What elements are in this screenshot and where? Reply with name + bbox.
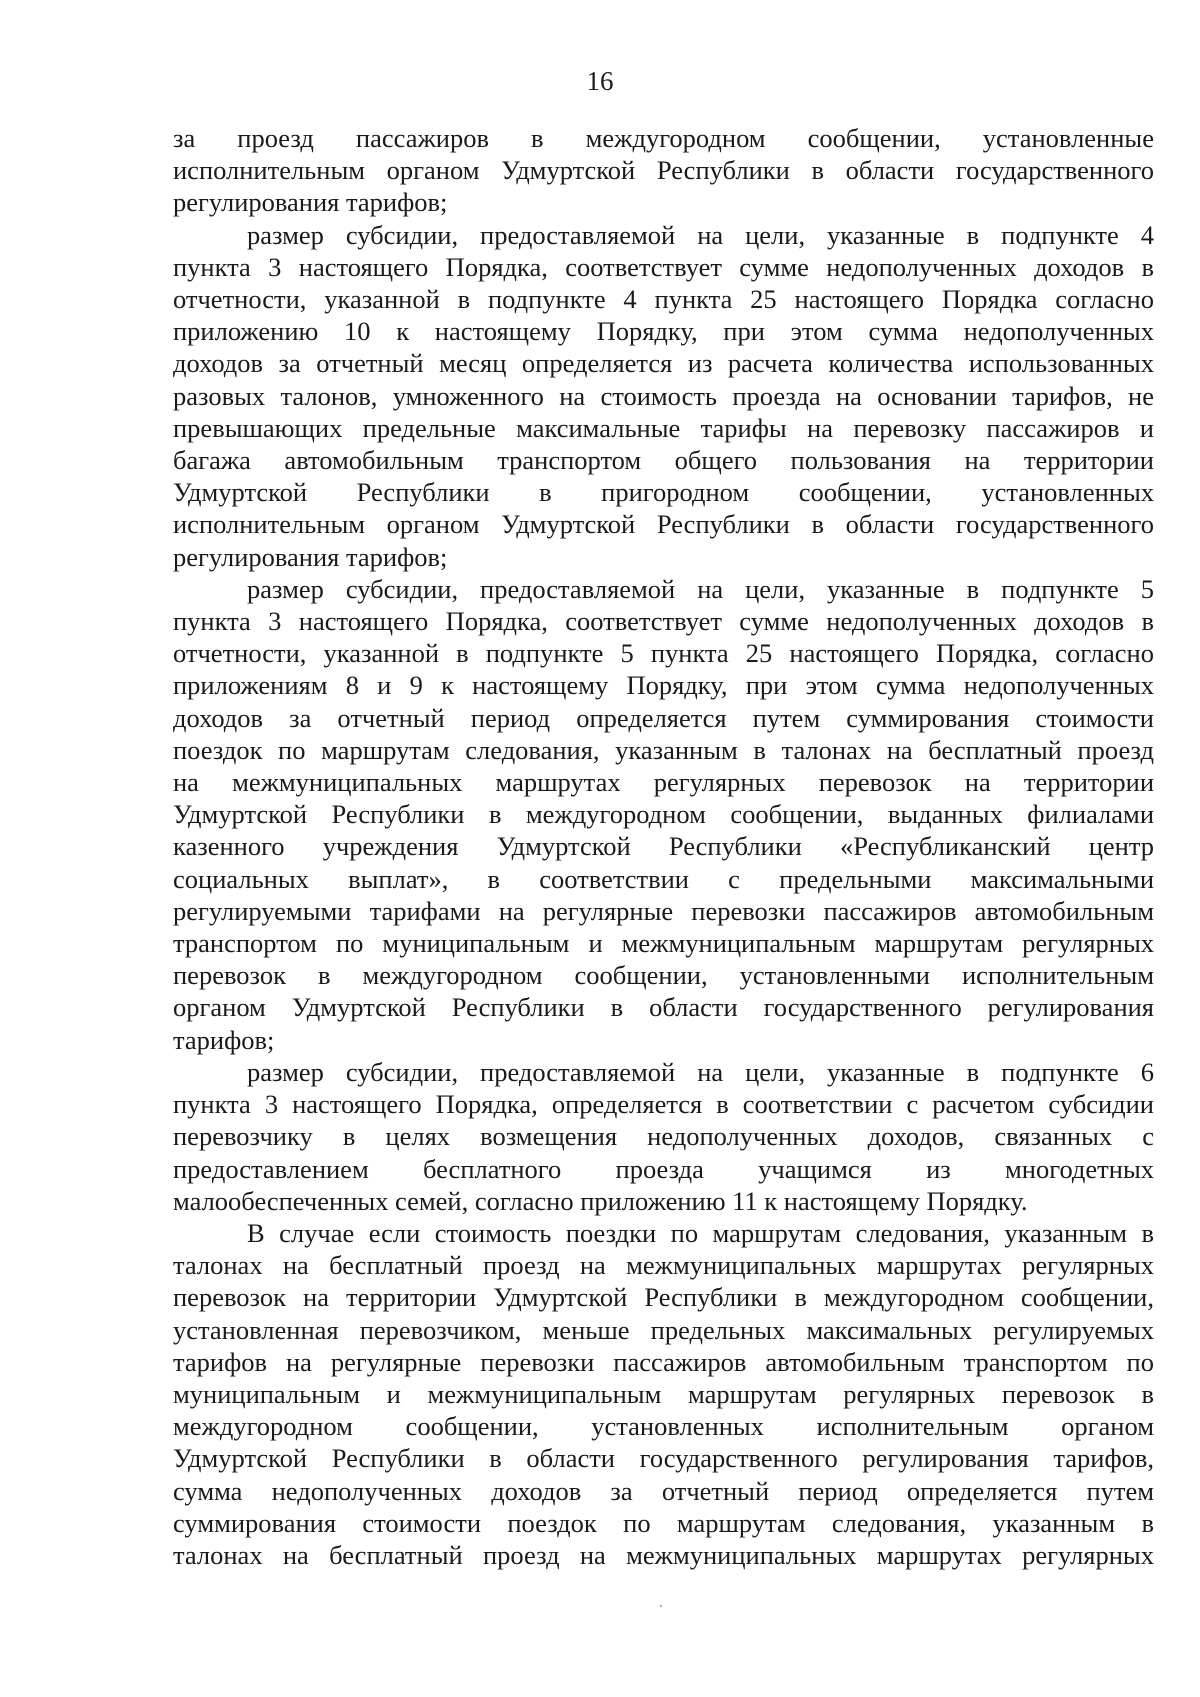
text-line: Удмуртской Республики в области государственного регулирования тарифов, bbox=[173, 1443, 1154, 1474]
text-line: В случае если стоимость поездки по маршрутам следования, указанным в bbox=[247, 1217, 1154, 1248]
page-number: 16 bbox=[586, 66, 614, 96]
text-line: регулирования тарифов; bbox=[173, 187, 448, 218]
paragraph bbox=[173, 122, 1154, 219]
text-line: доходов за отчетный период определяется путем суммирования стоимости bbox=[173, 702, 1154, 733]
text-line: транспортом по муниципальным и межмуниципальным маршрутам регулярных bbox=[173, 928, 1154, 959]
text-line: багажа автомобильным транспортом общего пользования на территории bbox=[173, 445, 1154, 476]
text-line: Удмуртской Республики в пригородном сообщении, установленных bbox=[173, 477, 1154, 508]
text-line: размер субсидии, предоставляемой на цели, указанные в подпункте 4 bbox=[247, 219, 1154, 250]
text-line: социальных выплат», в соответствии с предельными максимальными bbox=[173, 863, 1154, 894]
text-line: предоставлением бесплатного проезда учащимся из многодетных bbox=[173, 1153, 1154, 1184]
text-line: отчетности, указанной в подпункте 4 пункта 25 настоящего Порядка согласно bbox=[173, 284, 1154, 315]
text-line: исполнительным органом Удмуртской Республики в области государственного bbox=[173, 155, 1154, 186]
text-line: перевозок в междугородном сообщении, установленными исполнительным bbox=[173, 960, 1154, 991]
paragraph bbox=[173, 573, 1154, 1056]
text-line: регулирования тарифов; bbox=[173, 541, 448, 572]
paragraph bbox=[173, 219, 1154, 573]
text-line: междугородном сообщении, установленных исполнительным органом bbox=[173, 1411, 1154, 1442]
text-line: пункта 3 настоящего Порядка, определяется в соответствии с расчетом субсидии bbox=[173, 1089, 1154, 1120]
paragraph bbox=[173, 1217, 1154, 1571]
text-line: за проезд пассажиров в междугородном сообщении, установленные bbox=[173, 123, 1154, 153]
text-line: приложению 10 к настоящему Порядку, при этом сумма недополученных bbox=[173, 316, 1154, 347]
text-line: исполнительным органом Удмуртской Республики в области государственного bbox=[173, 509, 1154, 540]
text-line: отчетности, указанной в подпункте 5 пункта 25 настоящего Порядка, согласно bbox=[173, 638, 1154, 669]
text-line: установленная перевозчиком, меньше предельных максимальных регулируемых bbox=[173, 1314, 1154, 1345]
text-line: доходов за отчетный месяц определяется из расчета количества использованных bbox=[173, 348, 1154, 379]
text-line: тарифов; bbox=[173, 1024, 275, 1055]
document-body bbox=[173, 122, 1154, 1571]
text-line: суммирования стоимости поездок по маршрутам следования, указанным в bbox=[173, 1507, 1154, 1538]
text-line: пункта 3 настоящего Порядка, соответствует сумме недополученных доходов в bbox=[173, 606, 1154, 637]
text-line: пункта 3 настоящего Порядка, соответствует сумме недополученных доходов в bbox=[173, 251, 1154, 282]
text-line: превышающих предельные максимальные тарифы на перевозку пассажиров и bbox=[173, 412, 1154, 443]
text-line: талонах на бесплатный проезд на межмуниципальных маршрутах регулярных bbox=[173, 1539, 1154, 1570]
text-line: перевозчику в целях возмещения недополученных доходов, связанных с bbox=[173, 1121, 1154, 1152]
text-line: талонах на бесплатный проезд на межмуниципальных маршрутах регулярных bbox=[173, 1250, 1154, 1281]
text-line: перевозок на территории Удмуртской Республики в междугородном сообщении, bbox=[173, 1282, 1154, 1313]
text-line: размер субсидии, предоставляемой на цели, указанные в подпункте 5 bbox=[247, 573, 1154, 604]
text-line: тарифов на регулярные перевозки пассажиров автомобильным транспортом по bbox=[173, 1346, 1154, 1377]
text-line: муниципальным и межмуниципальным маршрутам регулярных перевозок в bbox=[173, 1378, 1154, 1409]
text-line: сумма недополученных доходов за отчетный период определяется путем bbox=[173, 1475, 1154, 1506]
text-line: поездок по маршрутам следования, указанным в талонах на бесплатный проезд bbox=[173, 734, 1154, 765]
text-line: малообеспеченных семей, согласно приложению 11 к настоящему Порядку. bbox=[173, 1185, 1028, 1216]
text-line: казенного учреждения Удмуртской Республики «Республиканский центр bbox=[173, 831, 1154, 862]
paragraph bbox=[173, 1056, 1154, 1217]
text-line: разовых талонов, умноженного на стоимость проезда на основании тарифов, не bbox=[173, 380, 1154, 411]
text-line: Удмуртской Республики в междугородном сообщении, выданных филиалами bbox=[173, 799, 1154, 830]
text-line: регулируемыми тарифами на регулярные перевозки пассажиров автомобильным bbox=[173, 895, 1154, 926]
text-line: органом Удмуртской Республики в области государственного регулирования bbox=[173, 992, 1154, 1023]
text-line: приложениям 8 и 9 к настоящему Порядку, при этом сумма недополученных bbox=[173, 670, 1154, 701]
text-line: на межмуниципальных маршрутах регулярных перевозок на территории bbox=[173, 767, 1154, 798]
text-line: размер субсидии, предоставляемой на цели, указанные в подпункте 6 bbox=[247, 1056, 1154, 1087]
scan-speck bbox=[660, 1605, 662, 1607]
